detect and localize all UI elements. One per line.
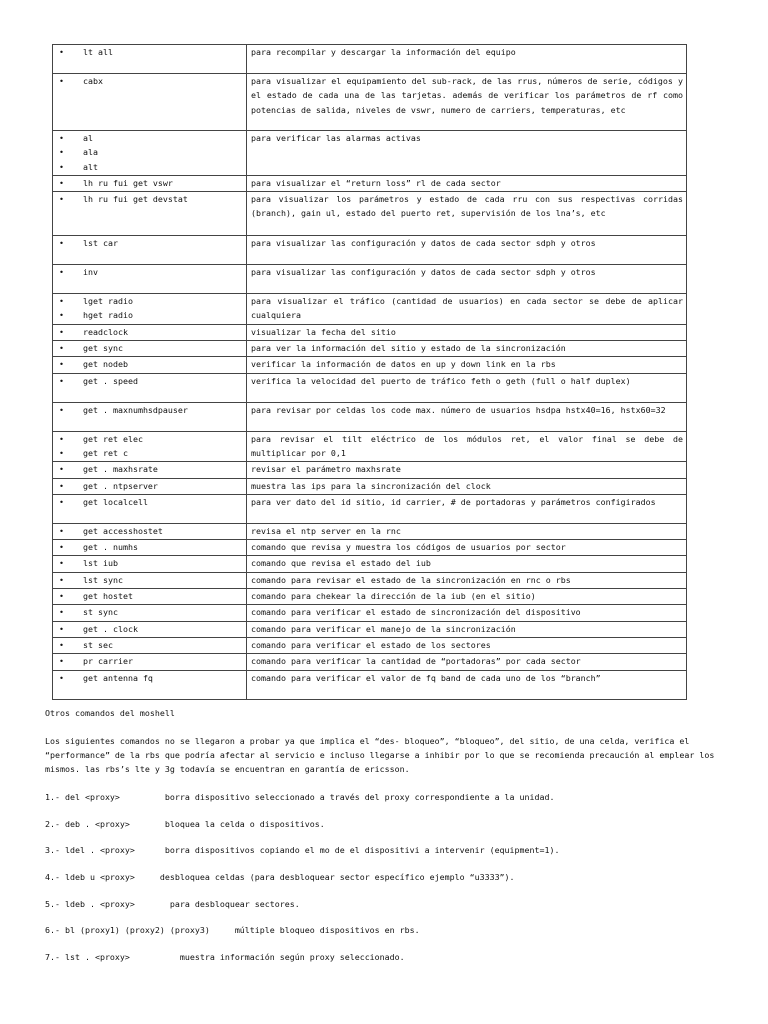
bullet-icon: • — [59, 161, 64, 172]
description-cell: comando que revisa el estado del iub — [247, 556, 687, 572]
description-cell: comando para verificar el estado de los sectores — [247, 637, 687, 653]
table-row — [53, 373, 687, 402]
bullet-icon: • — [59, 672, 64, 683]
description-cell: comando para chekear la dirección de la iub (en el sitio) — [247, 589, 687, 605]
command-text: pr carrier — [83, 656, 133, 667]
description-cell: verificar la información de datos en up y down link en la rbs — [247, 357, 687, 373]
command-text: al — [83, 133, 93, 143]
command-text: get localcell — [83, 496, 148, 507]
description-cell: revisar el parámetro maxhsrate — [247, 462, 687, 478]
table-row — [53, 294, 687, 325]
table-row — [53, 131, 687, 176]
command-cell — [53, 478, 247, 494]
command-line — [59, 294, 243, 308]
command-cell — [53, 654, 247, 670]
description-cell: comando para verificar el manejo de la sincronización — [247, 621, 687, 637]
command-cell — [53, 341, 247, 357]
command-cell — [53, 605, 247, 621]
command-line — [59, 176, 243, 190]
command-cell — [53, 402, 247, 431]
bullet-icon: • — [59, 47, 64, 57]
bullet-icon: • — [59, 343, 64, 354]
command-text: lh ru fui get vswr — [83, 177, 173, 188]
table-row — [53, 357, 687, 373]
command-cell — [53, 494, 247, 523]
table-row — [53, 621, 687, 637]
list-item: 6.- bl (proxy1) (proxy2) (proxy3) múltiple bloqueo dispositivos en rbs. — [45, 925, 420, 936]
command-line — [59, 446, 243, 460]
command-cell — [53, 523, 247, 539]
bullet-icon: • — [59, 542, 64, 553]
command-text: ala — [83, 147, 98, 158]
description-cell: comando para revisar el estado de la sincronización en rnc o rbs — [247, 572, 687, 588]
list-item: 3.- ldel . <proxy> borra dispositivos copiando el mo de el dispositivi a intervenir (equipment=1). — [45, 845, 560, 856]
command-text: st sec — [83, 639, 113, 650]
section-intro: Los siguientes comandos no se llegaron a probar ya que implica el “des- bloqueo”, “bloqueo”, del sitio, de una celda, verifica el “performance” de la rbs que podría afectar al servicio e incluso llegarse a inhibir por lo que se recomienda precaución al emplear los mismos. las rbs’s lte y 3g todavía se encuentran en garantía de ericsson. — [45, 736, 715, 774]
bullet-icon: • — [59, 76, 64, 86]
table-row — [53, 589, 687, 605]
bullet-icon: • — [59, 359, 64, 370]
command-line — [59, 192, 243, 206]
table-row — [53, 192, 687, 236]
command-cell — [53, 131, 247, 176]
table-row — [53, 637, 687, 653]
bullet-icon: • — [59, 375, 64, 386]
command-text: get . ntpserver — [83, 480, 158, 491]
command-text: get nodeb — [83, 359, 128, 370]
command-cell — [53, 556, 247, 572]
command-line — [59, 654, 243, 668]
command-line — [59, 265, 243, 279]
bullet-icon: • — [59, 447, 64, 458]
command-line — [59, 145, 243, 159]
bullet-icon: • — [59, 464, 64, 475]
command-cell — [53, 462, 247, 478]
command-cell — [53, 324, 247, 340]
command-cell — [53, 621, 247, 637]
command-line — [59, 495, 243, 509]
bullet-icon: • — [59, 480, 64, 491]
command-cell — [53, 373, 247, 402]
table-row — [53, 341, 687, 357]
table-row — [53, 478, 687, 494]
table-row — [53, 605, 687, 621]
description-cell: muestra las ips para la sincronización del clock — [247, 478, 687, 494]
list-item: 7.- lst . <proxy> muestra información según proxy seleccionado. — [45, 952, 405, 963]
command-cell — [53, 589, 247, 605]
command-line — [59, 432, 243, 446]
description-cell: revisa el ntp server en la rnc — [247, 523, 687, 539]
table-row — [53, 324, 687, 340]
command-steps-list — [45, 790, 735, 977]
bullet-icon: • — [59, 496, 64, 507]
bullet-icon: • — [59, 656, 64, 667]
command-line — [59, 671, 243, 685]
description-cell: para visualizar el equipamiento del sub-rack, de las rrus, números de serie, códigos y el estado de cada una de las tarjetas. además de verificar los parámetros de rf como potencias de salida, niveles de vswr, numero de carriers, temperaturas, etc — [247, 74, 687, 131]
bullet-icon: • — [59, 591, 64, 602]
command-line — [59, 479, 243, 493]
command-line — [59, 236, 243, 250]
description-cell: para revisar por celdas los code max. número de usuarios hsdpa hstx40=16, hstx60=32 — [247, 402, 687, 431]
description-cell: comando para verificar la cantidad de “portadoras” por cada sector — [247, 654, 687, 670]
command-text: get ret c — [83, 447, 128, 458]
bullet-icon: • — [59, 133, 64, 143]
command-line — [59, 308, 243, 322]
table-row — [53, 572, 687, 588]
bullet-icon: • — [59, 639, 64, 650]
bullet-icon: • — [59, 574, 64, 585]
command-cell — [53, 572, 247, 588]
bullet-icon: • — [59, 525, 64, 536]
command-text: readclock — [83, 326, 128, 337]
bullet-icon: • — [59, 326, 64, 337]
command-cell — [53, 540, 247, 556]
command-line — [59, 45, 243, 59]
description-cell: para ver la información del sitio y estado de la sincronización — [247, 341, 687, 357]
description-cell: para recompilar y descargar la información del equipo — [247, 45, 687, 74]
command-line — [59, 462, 243, 476]
bullet-icon: • — [59, 607, 64, 618]
command-cell — [53, 431, 247, 462]
command-cell — [53, 357, 247, 373]
command-line — [59, 341, 243, 355]
description-cell: comando para verificar el valor de fq band de cada uno de los “branch” — [247, 670, 687, 699]
description-cell: para visualizar el “return loss” rl de cada sector — [247, 175, 687, 191]
table-row — [53, 402, 687, 431]
bullet-icon: • — [59, 177, 64, 188]
command-cell — [53, 192, 247, 236]
table-row — [53, 494, 687, 523]
command-text: alt — [83, 161, 98, 172]
table-row — [53, 670, 687, 699]
table-row — [53, 45, 687, 74]
command-line — [59, 589, 243, 603]
command-cell — [53, 670, 247, 699]
command-cell — [53, 175, 247, 191]
command-cell — [53, 265, 247, 294]
command-line — [59, 540, 243, 554]
command-text: inv — [83, 267, 98, 278]
command-text: get . clock — [83, 623, 138, 634]
command-text: get . speed — [83, 375, 138, 386]
bullet-icon: • — [59, 267, 64, 278]
command-line — [59, 556, 243, 570]
table-row — [53, 462, 687, 478]
commands-table-body — [53, 45, 687, 700]
command-text: lh ru fui get devstat — [83, 194, 188, 205]
command-text: get ret elec — [83, 433, 143, 444]
command-cell — [53, 236, 247, 265]
section-heading: Otros comandos del moshell — [45, 708, 175, 718]
bullet-icon: • — [59, 433, 64, 444]
command-cell — [53, 74, 247, 131]
command-line — [59, 325, 243, 339]
command-line — [59, 622, 243, 636]
table-row — [53, 175, 687, 191]
table-row — [53, 265, 687, 294]
table-row — [53, 540, 687, 556]
command-text: lst sync — [83, 574, 123, 585]
list-item: 5.- ldeb . <proxy> para desbloquear sectores. — [45, 898, 300, 909]
command-line — [59, 74, 243, 88]
command-text: get . maxnumhsdpauser — [83, 404, 188, 415]
command-text: lt all — [83, 47, 113, 57]
table-row — [53, 236, 687, 265]
bullet-icon: • — [59, 558, 64, 569]
command-line — [59, 131, 243, 145]
list-item: 1.- del <proxy> borra dispositivo seleccionado a través del proxy correspondiente a la unidad. — [45, 792, 555, 802]
table-row — [53, 523, 687, 539]
bullet-icon: • — [59, 310, 64, 321]
description-cell: para ver dato del id sitio, id carrier, # de portadoras y parámetros configirados — [247, 494, 687, 523]
list-item: 4.- ldeb u <proxy> desbloquea celdas (para desbloquear sector específico ejemplo “u3333”). — [45, 872, 515, 883]
command-text: get hostet — [83, 591, 133, 602]
command-line — [59, 524, 243, 538]
command-text: get . maxhsrate — [83, 464, 158, 475]
bullet-icon: • — [59, 147, 64, 158]
description-cell: para visualizar las configuración y datos de cada sector sdph y otros — [247, 265, 687, 294]
command-cell — [53, 294, 247, 325]
table-row — [53, 654, 687, 670]
command-line — [59, 573, 243, 587]
list-item: 2.- deb . <proxy> bloquea la celda o dispositivos. — [45, 818, 325, 829]
description-cell: para verificar las alarmas activas — [247, 131, 687, 176]
bullet-icon: • — [59, 404, 64, 415]
description-cell: visualizar la fecha del sitio — [247, 324, 687, 340]
command-text: get antenna fq — [83, 672, 153, 683]
command-cell — [53, 637, 247, 653]
description-cell: verifica la velocidad del puerto de tráfico feth o geth (full o half duplex) — [247, 373, 687, 402]
command-text: get sync — [83, 343, 123, 354]
table-row — [53, 431, 687, 462]
command-text: lst iub — [83, 558, 118, 569]
command-text: get . numhs — [83, 542, 138, 553]
command-text: lst car — [83, 238, 118, 249]
description-cell: comando que revisa y muestra los códigos de usuarios por sector — [247, 540, 687, 556]
description-cell: para visualizar los parámetros y estado de cada rru con sus respectivas corridas (branch), gain ul, estado del puerto ret, supervisión de los lna’s, etc — [247, 192, 687, 236]
command-text: cabx — [83, 76, 103, 86]
description-cell: para visualizar el tráfico (cantidad de usuarios) en cada sector se debe de aplicar cualquiera — [247, 294, 687, 325]
description-cell: para visualizar las configuración y datos de cada sector sdph y otros — [247, 236, 687, 265]
command-text: get accesshostet — [83, 525, 163, 536]
commands-table — [52, 44, 687, 700]
bullet-icon: • — [59, 194, 64, 205]
bullet-icon: • — [59, 296, 64, 307]
command-text: st sync — [83, 607, 118, 618]
command-line — [59, 357, 243, 371]
description-cell: para revisar el tilt eléctrico de los módulos ret, el valor final se debe de multiplicar por 0,1 — [247, 431, 687, 462]
command-text: hget radio — [83, 310, 133, 321]
table-row — [53, 74, 687, 131]
table-row — [53, 556, 687, 572]
command-line — [59, 160, 243, 174]
bullet-icon: • — [59, 238, 64, 249]
command-text: lget radio — [83, 296, 133, 307]
command-line — [59, 605, 243, 619]
description-cell: comando para verificar el estado de sincronización del dispositivo — [247, 605, 687, 621]
bullet-icon: • — [59, 623, 64, 634]
command-cell — [53, 45, 247, 74]
command-line — [59, 403, 243, 417]
command-line — [59, 374, 243, 388]
command-line — [59, 638, 243, 652]
